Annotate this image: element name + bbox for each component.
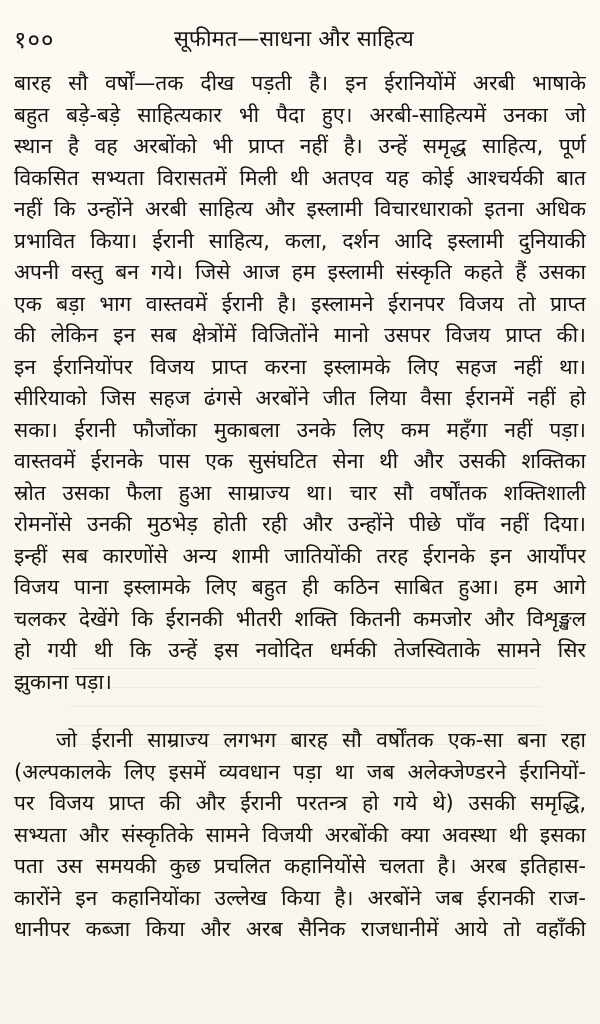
page-header [14, 20, 584, 60]
text-line: सका। ईरानी फौजोंका मुकाबला उनके लिए कम महँगा नहीं पड़ा। [14, 417, 586, 442]
running-title: सूफीमत—साधना और साहित्य [174, 27, 414, 52]
text-line: बहुत बड़े-बड़े साहित्यकार भी पैदा हुए। अरबी-साहित्यमें उनका जो [14, 102, 586, 127]
text-line: वास्तवमें ईरानके पास एक सुसंघटित सेना थी और उसकी शक्तिका [14, 449, 586, 473]
text-line: सभ्यता और संस्कृतिके सामने विजयी अरबोंकी क्या अवस्था थी इसका [14, 822, 586, 847]
text-line: सीरियाको जिस सहज ढंगसे अरबोंने जीत लिया वैसा ईरानमें नहीं हो [14, 386, 586, 410]
page-body [14, 68, 586, 946]
page-number: १०० [14, 26, 55, 54]
text-line: रोमनोंसे उनकी मुठभेड़ होती रही और उन्होंने पीछे पाँव नहीं दिया। [14, 512, 586, 536]
paragraph-2 [14, 725, 586, 946]
text-line: इन्हीं सब कारणोंसे अन्य शामी जातियोंकी तरह ईरानके इन आर्योंपर [14, 543, 586, 568]
text-line: बारह सौ वर्षों—तक दीख पड़ती है। इन ईरानियोंमें अरबी भाषाके [14, 71, 586, 95]
text-line: अपनी वस्तु बन गये। जिसे आज हम इस्लामी संस्कृति कहते हैं उसका [14, 260, 586, 284]
text-line: जो ईरानी साम्राज्य लगभग बारह सौ वर्षोंतक एक-सा बना रहा [56, 728, 586, 752]
text-line: झुकाना पड़ा। [14, 669, 112, 694]
text-line: स्रोत उसका फैला हुआ साम्राज्य था। चार सौ वर्षोंतक शक्तिशाली [14, 480, 586, 505]
text-line: विजय पाना इस्लामके लिए बहुत ही कठिन साबित हुआ। हम आगे [14, 575, 586, 599]
text-line: धानीपर कब्जा किया और अरब सैनिक राजधानीमें आये तो वहाँकी [14, 917, 586, 941]
text-line: हो गयी थी कि उन्हें इस नवोदित धर्मकी तेजस्विताके सामने सिर [14, 638, 586, 662]
text-line: पता उस समयकी कुछ प्रचलित कहानियोंसे चलता है। अरब इतिहास- [14, 854, 586, 878]
text-line: प्रभावित किया। ईरानी साहित्य, कला, दर्शन आदि इस्लामी दुनियाकी [14, 228, 586, 253]
text-line: चलकर देखेंगे कि ईरानकी भीतरी शक्ति कितनी कमजोर और विशृङ्खल [14, 606, 586, 631]
text-line: इन ईरानियोंपर विजय प्राप्त करना इस्लामके लिए सहज नहीं था। [14, 354, 586, 379]
paragraph-1 [14, 68, 586, 698]
text-line: एक बड़ा भाग वास्तवमें ईरानी है। इस्लामने ईरानपर विजय तो प्राप्त [14, 291, 586, 316]
text-line: पर विजय प्राप्त की और ईरानी परतन्त्र हो गये थे) उसकी समृद्धि, [14, 791, 586, 815]
text-line: विकसित सभ्यता विरासतमें मिली थी अतएव यह कोई आश्चर्यकी बात [14, 165, 586, 190]
text-line: की लेकिन इन सब क्षेत्रोंमें विजितोंने मानो उसपर विजय प्राप्त की। [14, 323, 586, 347]
text-line: नहीं कि उन्होंने अरबी साहित्य और इस्लामी विचारधाराको इतना अधिक [14, 197, 586, 221]
text-line: स्थान है वह अरबोंको भी प्राप्त नहीं है। उन्हें समृद्ध साहित्य, पूर्ण [14, 134, 586, 158]
text-line: (अल्पकालके लिए इसमें व्यवधान पड़ा था जब अलेक्जेण्डरने ईरानियों- [14, 759, 586, 784]
text-line: कारोंने इन कहानियोंका उल्लेख किया है। अरबोंने जब ईरानकी राज- [14, 885, 586, 910]
paragraph-gap [14, 698, 586, 725]
